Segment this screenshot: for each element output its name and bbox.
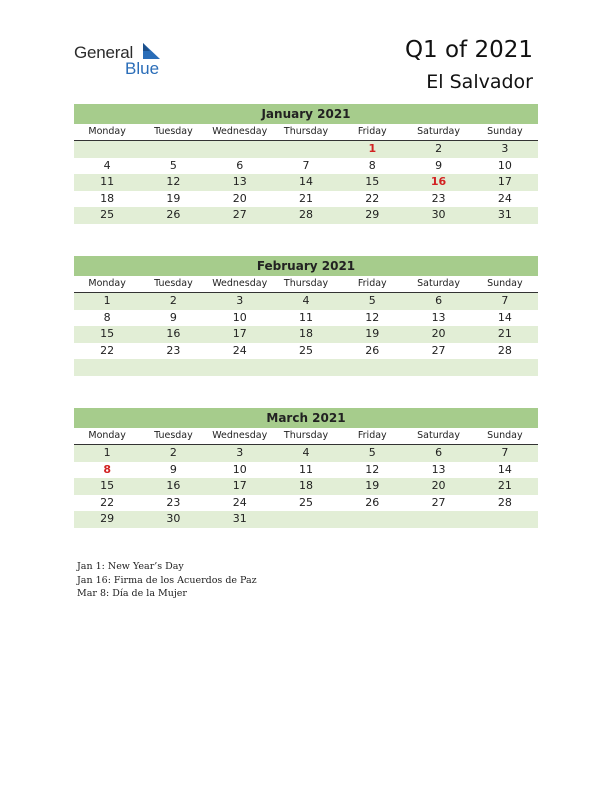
day-cell: 14 [497,310,512,324]
day-cell [74,359,140,376]
day-cell: 23 [166,343,181,357]
day-cell: 19 [365,327,380,341]
day-cell: 5 [169,158,177,172]
weekday-label: Tuesday [140,124,206,141]
week-row [74,207,538,224]
holiday-day-cell: 1 [368,142,377,155]
day-cell [273,141,339,158]
weekday-label: Saturday [405,276,471,293]
day-cell: 9 [169,310,177,324]
day-cell: 7 [501,446,509,459]
week-row [74,174,538,191]
day-cell: 9 [169,462,177,476]
day-cell: 27 [431,495,446,509]
day-cell: 27 [431,343,446,357]
day-cell: 28 [497,495,512,509]
day-cell: 12 [365,310,380,324]
week-row [74,310,538,327]
day-cell: 22 [100,343,115,357]
month-title: January 2021 [74,104,538,124]
brand-logo [74,40,174,80]
day-cell: 17 [232,479,247,493]
weekday-label: Wednesday [207,428,273,445]
day-cell [472,511,538,528]
month-calendar-march [74,408,538,528]
weekday-label: Tuesday [140,276,206,293]
day-cell: 20 [431,327,446,341]
country-subtitle: El Salvador [426,71,533,93]
day-cell: 31 [497,208,512,222]
week-row [74,326,538,343]
holiday-day-cell: 16 [430,175,447,189]
week-row [74,445,538,462]
day-cell: 17 [232,327,247,341]
weekday-label: Saturday [405,124,471,141]
day-cell: 20 [431,479,446,493]
day-cell: 18 [298,327,313,341]
day-cell: 27 [232,208,247,222]
week-row [74,343,538,360]
day-cell: 5 [368,294,376,307]
day-cell: 1 [103,294,111,307]
day-cell [140,359,206,376]
day-cell: 1 [103,446,111,459]
week-row [74,495,538,512]
day-cell: 3 [236,446,244,459]
day-cell [405,359,471,376]
day-cell: 15 [365,175,380,189]
weekday-label: Wednesday [207,124,273,141]
day-cell [273,359,339,376]
day-cell: 6 [435,446,443,459]
day-cell: 31 [232,512,247,526]
day-cell [207,141,273,158]
day-cell: 30 [166,512,181,526]
day-cell: 12 [166,175,181,189]
week-row [74,511,538,528]
day-cell: 4 [302,294,310,307]
day-cell: 16 [166,327,181,341]
day-cell: 9 [435,158,443,172]
day-cell: 28 [298,208,313,222]
day-cell: 17 [497,175,512,189]
weekday-label: Monday [74,428,140,445]
weekday-label: Saturday [405,428,471,445]
weekday-label: Sunday [472,428,538,445]
day-cell [405,511,471,528]
day-cell: 26 [365,343,380,357]
weekday-label: Sunday [472,276,538,293]
weekday-label: Thursday [273,428,339,445]
week-row [74,191,538,208]
day-cell: 15 [100,327,115,341]
day-cell: 5 [368,446,376,459]
weekday-label: Wednesday [207,276,273,293]
holiday-note: Jan 1: New Year’s Day [77,561,184,572]
day-cell: 2 [169,294,177,307]
day-cell: 29 [365,208,380,222]
day-cell: 14 [298,175,313,189]
day-cell: 29 [100,512,115,526]
day-cell: 7 [501,294,509,307]
day-cell: 11 [298,310,313,324]
weekday-label: Thursday [273,124,339,141]
holiday-note: Mar 8: Día de la Mujer [77,588,187,599]
day-cell: 24 [497,191,512,205]
day-cell: 10 [232,462,247,476]
day-cell: 3 [501,142,509,155]
weekday-label: Sunday [472,124,538,141]
day-cell: 22 [365,191,380,205]
logo-flag-icon [141,43,161,61]
day-cell: 24 [232,343,247,357]
day-cell [74,141,140,158]
day-cell: 21 [497,327,512,341]
week-row [74,359,538,376]
weekday-label: Tuesday [140,428,206,445]
week-row [74,478,538,495]
day-cell: 19 [365,479,380,493]
day-cell: 13 [431,462,446,476]
holiday-notes [77,560,257,601]
week-row [74,158,538,175]
day-cell [207,359,273,376]
day-cell: 12 [365,462,380,476]
day-cell: 16 [166,479,181,493]
day-cell: 4 [103,158,111,172]
weekday-label: Monday [74,276,140,293]
weekday-header-row [74,124,538,141]
week-row [74,293,538,310]
day-cell: 25 [298,495,313,509]
day-cell: 28 [497,343,512,357]
holiday-day-cell: 8 [103,462,111,476]
logo-text-general: General [74,43,134,62]
day-cell: 19 [166,191,181,205]
day-cell: 20 [232,191,247,205]
day-cell: 13 [431,310,446,324]
day-cell: 2 [435,142,443,155]
day-cell [140,141,206,158]
day-cell: 11 [100,175,115,189]
day-cell: 6 [435,294,443,307]
day-cell: 3 [236,294,244,307]
weekday-label: Friday [339,276,405,293]
weekday-header-row [74,428,538,445]
day-cell: 6 [236,158,244,172]
day-cell: 30 [431,208,446,222]
day-cell: 15 [100,479,115,493]
day-cell: 10 [497,158,512,172]
month-title: March 2021 [74,408,538,428]
day-cell: 18 [298,479,313,493]
page-title: Q1 of 2021 [404,37,533,63]
day-cell: 10 [232,310,247,324]
day-cell: 14 [497,462,512,476]
day-cell: 22 [100,495,115,509]
day-cell: 21 [497,479,512,493]
day-cell: 24 [232,495,247,509]
day-cell: 11 [298,462,313,476]
weekday-label: Thursday [273,276,339,293]
day-cell: 8 [368,158,376,172]
day-cell [472,359,538,376]
day-cell: 18 [100,191,115,205]
day-cell: 4 [302,446,310,459]
day-cell [273,511,339,528]
weekday-label: Monday [74,124,140,141]
day-cell: 13 [232,175,247,189]
day-cell: 23 [166,495,181,509]
day-cell: 25 [298,343,313,357]
weekday-header-row [74,276,538,293]
month-title: February 2021 [74,256,538,276]
day-cell: 26 [166,208,181,222]
day-cell [339,359,405,376]
holiday-note: Jan 16: Firma de los Acuerdos de Paz [77,574,257,586]
weekday-label: Friday [339,428,405,445]
logo-text-blue: Blue [125,59,160,78]
day-cell: 8 [103,310,111,324]
day-cell: 26 [365,495,380,509]
month-calendar-january [74,104,538,224]
week-row [74,141,538,158]
day-cell: 2 [169,446,177,459]
week-row [74,462,538,479]
day-cell [339,511,405,528]
day-cell: 7 [302,158,310,172]
month-calendar-february [74,256,538,376]
day-cell: 23 [431,191,446,205]
weekday-label: Friday [339,124,405,141]
day-cell: 21 [298,191,313,205]
day-cell: 25 [100,208,115,222]
